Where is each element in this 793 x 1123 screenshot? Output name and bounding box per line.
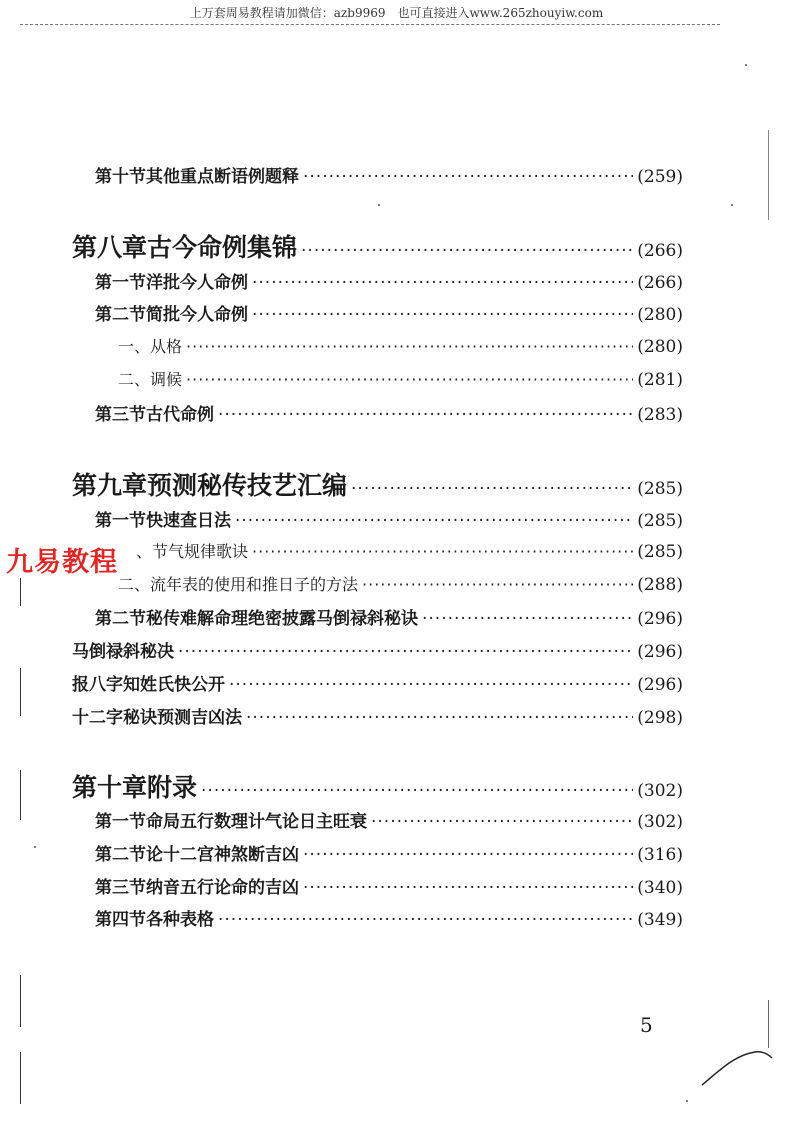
entry-page: (296) bbox=[637, 675, 683, 695]
dot-leader bbox=[303, 845, 633, 865]
dot-leader bbox=[422, 609, 633, 629]
dot-leader bbox=[301, 241, 633, 261]
header-rule bbox=[20, 24, 720, 25]
entry-title: 古今命例集锦 bbox=[147, 233, 298, 262]
entry-title: 十二字秘诀预测吉凶法 bbox=[72, 708, 242, 728]
entry-number: 第九章 bbox=[72, 471, 148, 500]
page-header: 上万套周易教程请加微信：azb9969 也可直接进入www.265zhouyiw.com bbox=[189, 6, 604, 20]
dot-leader bbox=[246, 708, 633, 728]
entry-page: (340) bbox=[637, 878, 683, 898]
dot-leader bbox=[178, 642, 633, 662]
dot-leader bbox=[252, 305, 633, 325]
entry-page: (316) bbox=[637, 845, 683, 865]
page-number: 5 bbox=[640, 1013, 653, 1037]
entry-number: 第一节 bbox=[95, 511, 146, 531]
toc-entry-subsection[interactable] bbox=[118, 367, 683, 390]
entry-number: 第一节 bbox=[95, 812, 146, 832]
entry-page: (285) bbox=[637, 542, 683, 562]
entry-title: 论十二宫神煞断吉凶 bbox=[146, 845, 299, 865]
dot-leader bbox=[186, 337, 633, 356]
dot-leader bbox=[218, 910, 633, 930]
toc-entry-section[interactable] bbox=[72, 637, 683, 662]
toc-entry-section[interactable] bbox=[95, 807, 683, 832]
entry-page: (296) bbox=[637, 609, 683, 629]
entry-number: 第二节 bbox=[95, 305, 146, 325]
scan-edge-line bbox=[20, 578, 21, 606]
entry-page: (288) bbox=[637, 575, 683, 595]
dot-leader bbox=[371, 812, 633, 832]
toc-entry-section[interactable] bbox=[95, 506, 683, 531]
scan-edge-line bbox=[768, 130, 769, 220]
scan-edge-line bbox=[20, 975, 21, 1027]
dot-leader bbox=[351, 479, 633, 499]
entry-title: 其他重点断语例题释 bbox=[146, 167, 299, 187]
scan-speck bbox=[34, 846, 36, 848]
entry-page: (280) bbox=[637, 337, 683, 357]
entry-page: (280) bbox=[637, 305, 683, 325]
toc-entry-section[interactable] bbox=[95, 300, 683, 325]
entry-page: (298) bbox=[637, 708, 683, 728]
toc-entry-section[interactable] bbox=[72, 703, 683, 728]
entry-page: (285) bbox=[637, 479, 683, 499]
entry-page: (266) bbox=[637, 241, 683, 261]
watermark: 九易教程 bbox=[6, 547, 118, 578]
entry-page: (266) bbox=[637, 273, 683, 293]
entry-title: 预测秘传技艺汇编 bbox=[147, 471, 348, 500]
dot-leader bbox=[186, 370, 633, 389]
toc-entry-section[interactable] bbox=[95, 840, 683, 865]
entry-number: 第二节 bbox=[95, 845, 146, 865]
toc-entry-section[interactable] bbox=[95, 604, 683, 629]
scan-speck bbox=[731, 204, 733, 206]
entry-number: 第四节 bbox=[95, 910, 146, 930]
toc-entry-subsection[interactable] bbox=[136, 539, 683, 562]
toc-entry-subsection[interactable] bbox=[118, 572, 683, 595]
scan-speck bbox=[686, 1100, 688, 1102]
dot-leader bbox=[252, 542, 633, 561]
toc-entry-chapter[interactable] bbox=[72, 466, 683, 502]
toc-entry-section[interactable] bbox=[95, 400, 683, 425]
toc-entry-section[interactable] bbox=[95, 268, 683, 293]
entry-page: (349) bbox=[637, 910, 683, 930]
dot-leader bbox=[235, 511, 633, 531]
entry-title: 快速查日法 bbox=[146, 511, 231, 531]
entry-title: 马倒禄斜秘决 bbox=[72, 642, 174, 662]
dot-leader bbox=[229, 675, 633, 695]
entry-number: 第三节 bbox=[95, 878, 146, 898]
toc-entry-section[interactable] bbox=[72, 670, 683, 695]
entry-page: (302) bbox=[637, 781, 683, 801]
entry-title: 简批今人命例 bbox=[146, 305, 248, 325]
scan-speck bbox=[378, 204, 380, 206]
entry-title: 二、调候 bbox=[118, 370, 183, 389]
toc-entry-section[interactable] bbox=[95, 873, 683, 898]
entry-number: 第三节 bbox=[95, 405, 146, 425]
dot-leader bbox=[362, 575, 633, 594]
entry-page: (281) bbox=[637, 370, 683, 390]
scan-edge-line bbox=[20, 770, 21, 820]
dot-leader bbox=[218, 405, 633, 425]
entry-title: 附录 bbox=[147, 773, 198, 802]
entry-title: 、节气规律歌诀 bbox=[136, 542, 249, 561]
dot-leader bbox=[201, 781, 633, 801]
toc-entry-chapter[interactable] bbox=[72, 228, 683, 264]
toc-entry-section[interactable] bbox=[95, 162, 683, 187]
entry-page: (302) bbox=[637, 812, 683, 832]
entry-title: 各种表格 bbox=[146, 910, 214, 930]
toc-entry-subsection[interactable] bbox=[118, 334, 683, 357]
entry-title: 命局五行数理计气论日主旺衰 bbox=[146, 812, 367, 832]
entry-title: 报八字知姓氏快公开 bbox=[72, 675, 225, 695]
entry-number: 第八章 bbox=[72, 233, 148, 262]
entry-title: 洋批今人命例 bbox=[146, 273, 248, 293]
dot-leader bbox=[303, 878, 633, 898]
scan-speck bbox=[745, 64, 747, 66]
toc-entry-chapter[interactable] bbox=[72, 768, 683, 804]
toc-entry-section[interactable] bbox=[95, 905, 683, 930]
entry-page: (283) bbox=[637, 405, 683, 425]
scan-edge-line bbox=[20, 668, 21, 716]
entry-page: (285) bbox=[637, 511, 683, 531]
entry-number: 第十节 bbox=[95, 167, 146, 187]
corner-curl-mark bbox=[700, 1040, 780, 1090]
entry-page: (296) bbox=[637, 642, 683, 662]
entry-page: (259) bbox=[637, 167, 683, 187]
entry-number: 第二节 bbox=[95, 609, 146, 629]
dot-leader bbox=[252, 273, 633, 293]
entry-title: 一、从格 bbox=[118, 337, 183, 356]
entry-title: 二、流年表的使用和推日子的方法 bbox=[118, 575, 359, 594]
entry-title: 纳音五行论命的吉凶 bbox=[146, 878, 299, 898]
dot-leader bbox=[303, 167, 633, 187]
scan-edge-line bbox=[20, 1052, 21, 1104]
entry-number: 第一节 bbox=[95, 273, 146, 293]
entry-number: 第十章 bbox=[72, 773, 148, 802]
entry-title: 古代命例 bbox=[146, 405, 214, 425]
entry-title: 秘传难解命理绝密披露马倒禄斜秘诀 bbox=[146, 609, 418, 629]
